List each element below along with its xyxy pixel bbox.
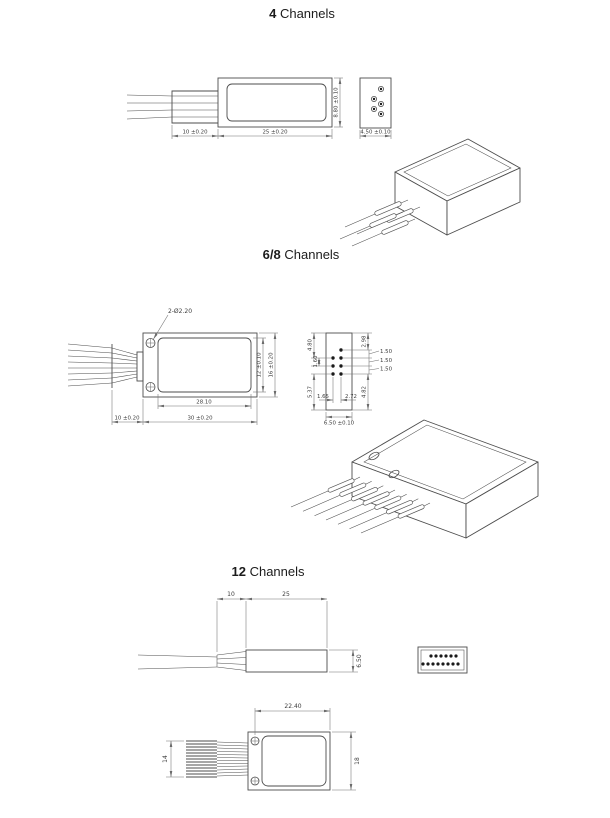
dimension-height [329,650,363,672]
module-lid [227,84,326,121]
dim-label-end-width: 4.50 ±0.10 [360,129,391,136]
dimension-boot-length [112,390,143,425]
dim-label-pitch-left: 1.60 [313,355,319,368]
dim-label-bottom-right: 4.82 [361,385,368,399]
dimension-lid-height [253,338,266,392]
dim-label-body: 25 ±0.20 [262,129,288,136]
dim-label-height: 18 [354,757,361,765]
dim-label-body-height: 16 ±0.20 [268,352,275,378]
dim-label-pitch-3: 1.50 [380,366,393,373]
fiber-lines [68,344,112,386]
channel-word-12: Channels [249,564,305,579]
dimension-body-length [218,129,332,139]
dim-label-lid-width: 28.10 [196,399,212,406]
4ch-end-view [360,78,391,139]
fiber-boot [112,344,143,388]
module-body [218,78,332,127]
module-lid [262,736,326,786]
dimension-body-height [332,732,361,790]
dim-label-boot: 10 [227,591,235,598]
dimension-end-width [360,130,391,140]
dimension-boot-length [172,125,218,139]
68ch-iso-view [291,420,538,538]
dim-label-boot: 10 ±0.20 [182,129,208,136]
fiber-holes [371,86,383,116]
hole-callout [154,308,193,339]
end-face [418,647,467,673]
dimension-lid-width [255,703,330,735]
fiber-lines [217,742,248,776]
dim-label-end-width: 6.50 ±0.10 [323,420,355,427]
dim-label-pitch-1: 1.50 [380,349,393,355]
end-face [360,78,391,128]
dim-label-body: 25 [282,591,290,598]
module-body [248,732,330,790]
channel-count-68: 6/8 [262,247,281,262]
dim-label-bottom-left: 5.37 [307,385,314,399]
dimension-end-width [324,412,355,427]
fiber-lines [127,95,172,119]
dim-label-fiber-span: 14 [162,755,169,763]
4ch-iso-view [340,139,520,246]
fiber-holes [331,348,342,375]
channel-count-4: 4 [269,6,277,21]
dimension-lid-width [158,394,251,409]
dim-label-pitch-2: 1.50 [380,358,393,364]
mounting-holes [251,737,259,785]
mounting-holes [146,339,155,392]
fiber-holes-top-row [429,654,457,657]
12ch-end-view [418,647,467,673]
dim-label-top-left: 4.80 [307,338,314,352]
4ch-top-view [127,78,343,139]
68ch-top-view [68,308,278,425]
12ch-top-view [162,703,361,790]
callout-label-holes: 2-Ø2.20 [167,308,193,315]
fiber-ribbon [186,741,217,777]
dim-label-lid-height: 12 ±0.10 [256,352,263,378]
12ch-side-view [138,591,363,672]
dimension-body-height [334,78,344,127]
dim-label-top-right: 2.98 [361,335,368,348]
fiber-holes-bottom-row [421,662,459,665]
fiber-boot [217,652,246,671]
channel-word-4: Channels [279,6,335,21]
dim-label-height: 6.50 [356,654,363,668]
channel-count-12: 12 [231,564,246,579]
dim-label-body: 30 ±0.20 [187,415,213,422]
dimension-column-offsets [317,377,357,403]
channel-word-68: Channels [284,247,340,262]
68ch-end-view [308,333,393,427]
module-body [143,333,257,397]
dimension-fiber-span [162,741,184,777]
fiber-boot [172,91,218,123]
dim-label-height: 8.80 ±0.10 [333,87,340,118]
dim-label-boot: 10 ±0.20 [114,415,140,422]
dimension-top [217,591,327,652]
end-face-inner [421,650,464,670]
module-body [246,650,327,672]
fiber-lines [138,655,217,669]
dim-label-offset-right: 2.72 [344,394,358,400]
module-lid [158,338,251,392]
dim-label-lid-width: 22.40 [284,703,302,710]
dim-label-offset-left: 1.65 [316,394,330,400]
